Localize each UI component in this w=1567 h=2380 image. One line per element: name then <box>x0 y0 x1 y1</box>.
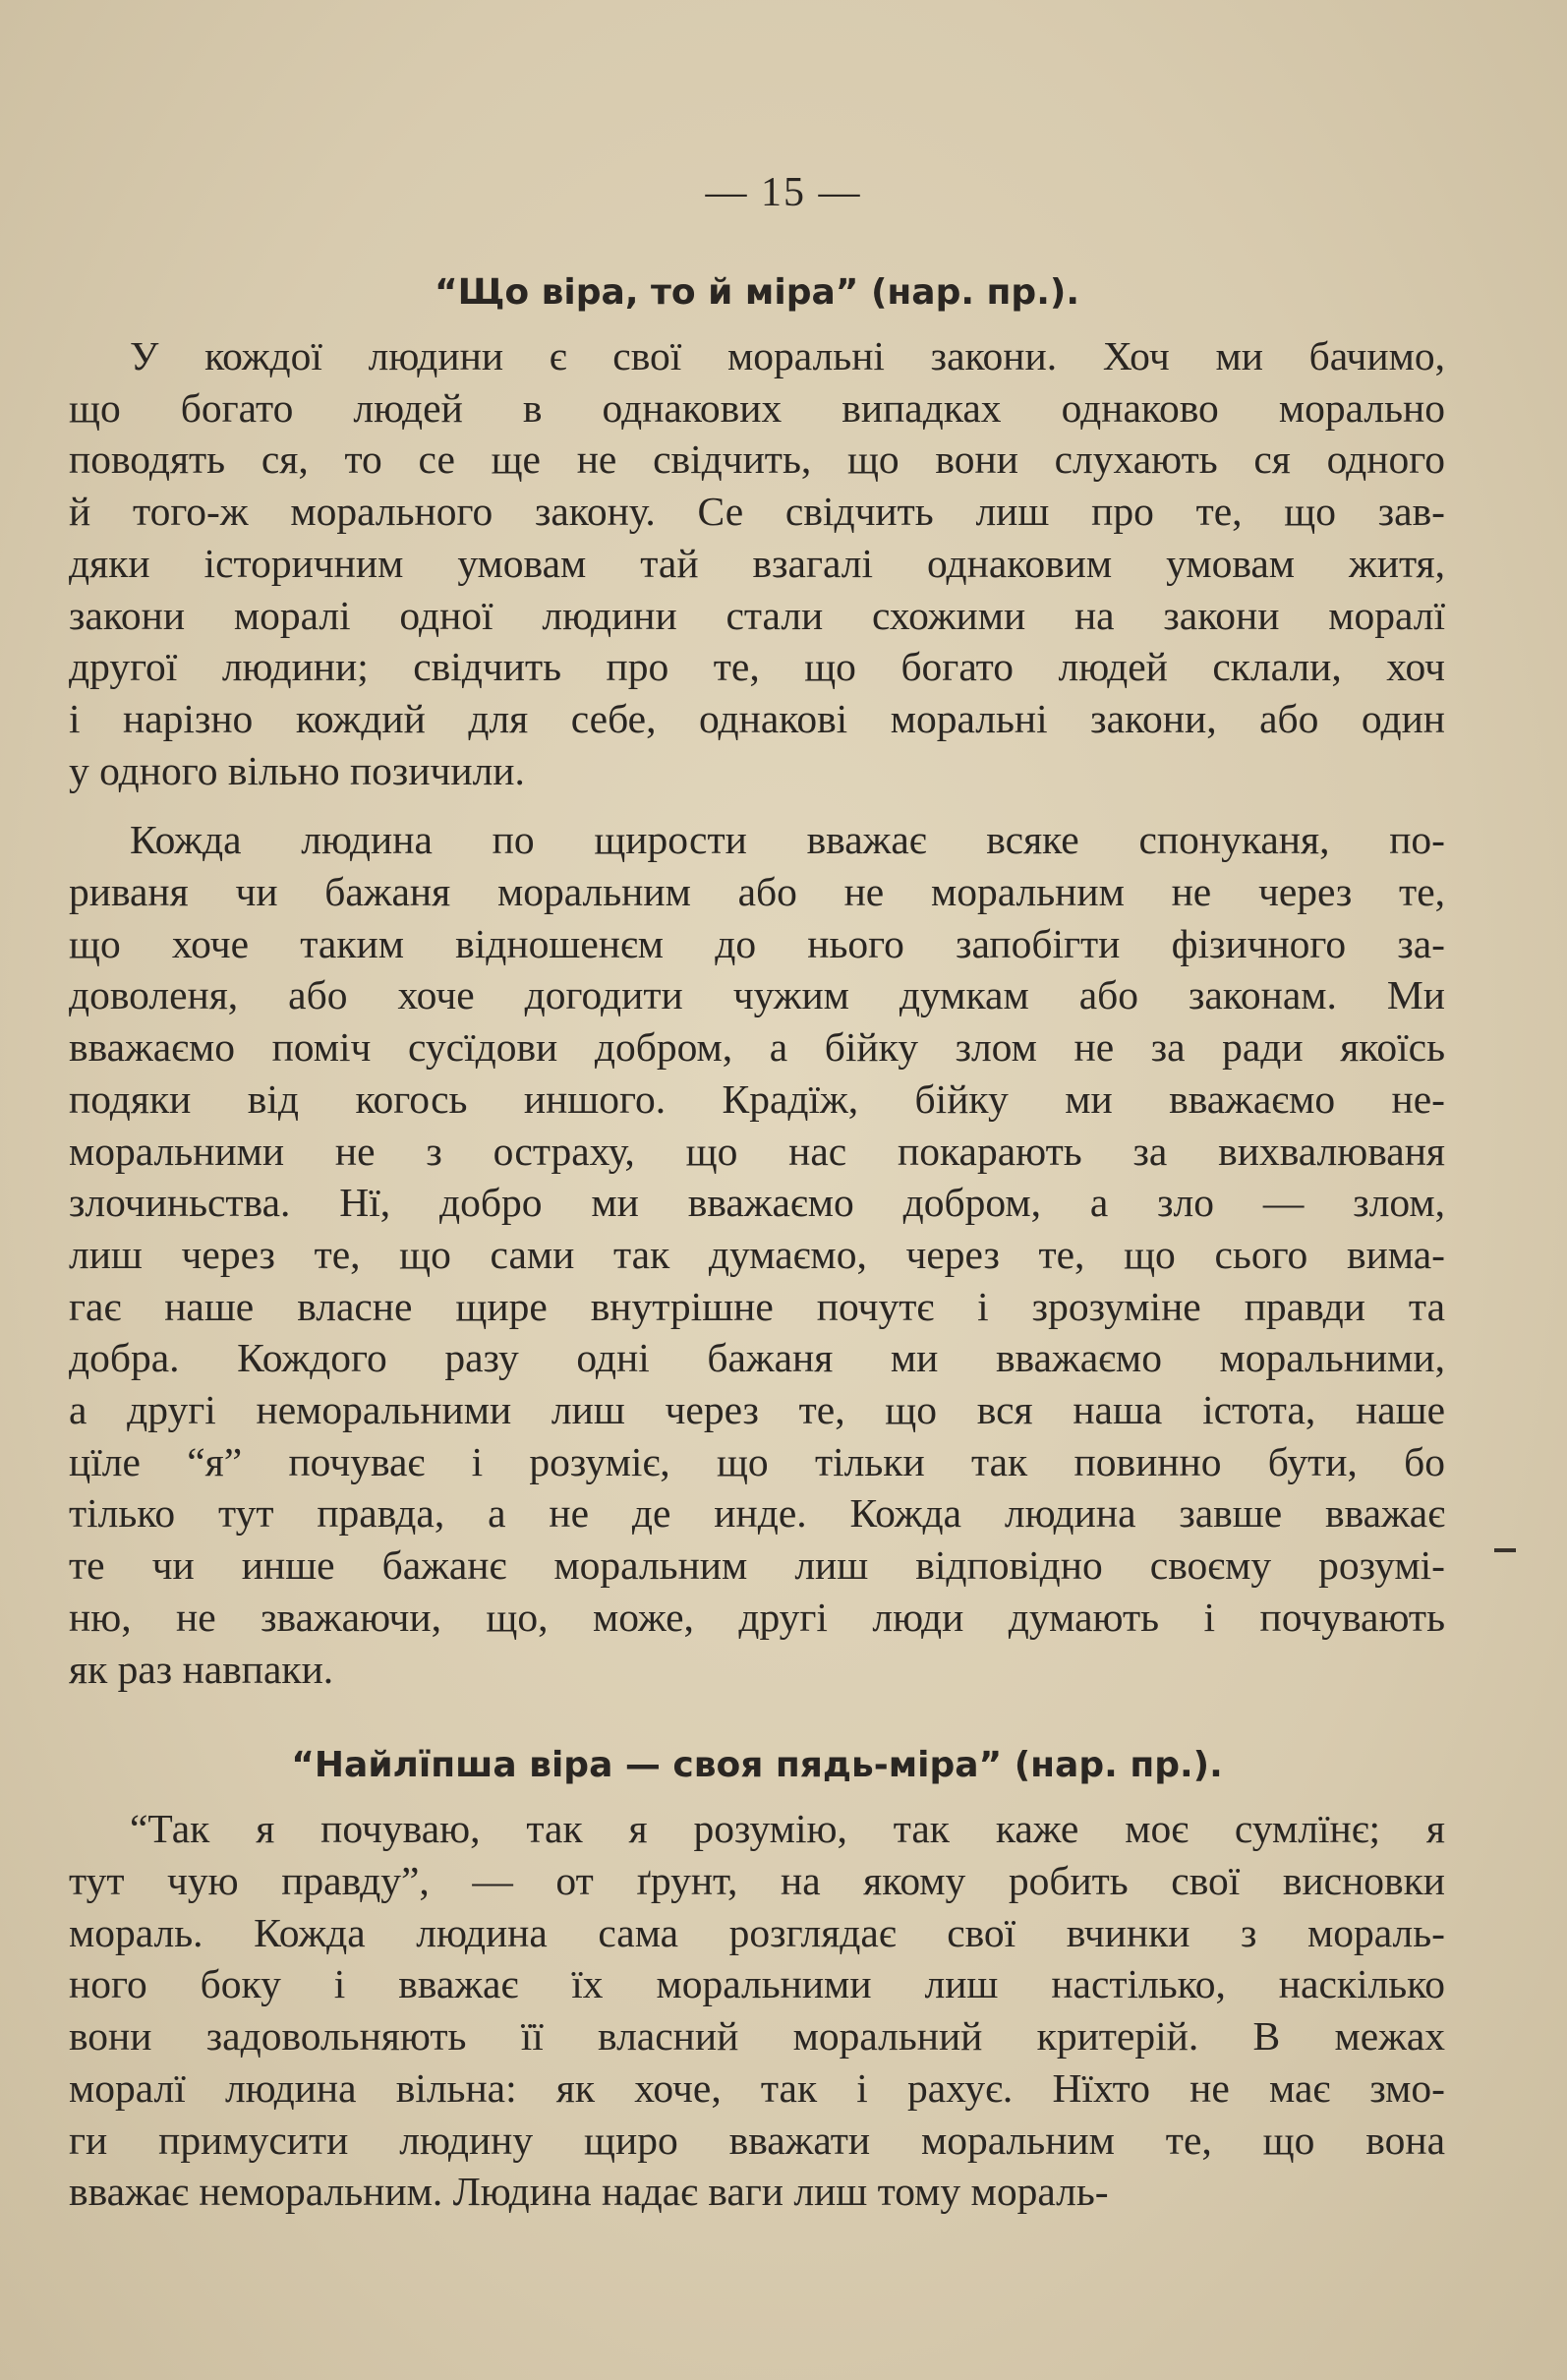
text-line: гає наше власне щире внутрішне почутє і зрозуміне правди та <box>69 1283 1445 1329</box>
text-line: що богато людей в однакових випадках однаково морально <box>69 384 1445 431</box>
text-line: добра. Кождого разу одні бажаня ми вважаємо моральними, <box>69 1335 1445 1381</box>
text-line: закони моралі одної людини стали схожими на закони моралї <box>69 592 1445 638</box>
text-line: тут чую правду”, — от ґрунт, на якому робить свої висновки <box>69 1857 1445 1903</box>
text-line: що хоче таким відношенєм до нього запобігти фізичного за- <box>69 920 1445 966</box>
text-line: а другі неморальними лиш через те, що вся наша істота, наше <box>69 1387 1445 1433</box>
text-line: ного боку і вважає їх моральними лиш настілько, наскілько <box>69 1961 1445 2007</box>
text-line: вони задовольняють її власний моральний критерій. В межах <box>69 2013 1445 2060</box>
text-line: як раз навпаки. <box>69 1646 334 1692</box>
text-line: Кожда людина по щирости вважає всяке спонуканя, по- <box>130 817 1445 863</box>
page-number: — 15 — <box>705 170 862 215</box>
paragraph <box>69 330 1445 796</box>
text-line: ги примусити людину щиро вважати моральним те, що вона <box>69 2117 1445 2163</box>
section-heading: “Найлїпша віра — своя пядь-міра” (нар. пр.). <box>291 1745 1223 1786</box>
text-line: вважаємо поміч сусїдови добром, а бійку злом не за ради якоїсь <box>69 1024 1445 1071</box>
text-line: вважає неморальним. Людина надає ваги лиш тому мораль- <box>69 2169 1109 2215</box>
text-line: у одного вільно позичили. <box>69 747 525 793</box>
text-line: “Так я почуваю, так я розумію, так каже моє сумлїнє; я <box>130 1806 1445 1852</box>
paragraph <box>69 814 1445 1695</box>
text-line: подяки від когось иншого. Крадїж, бійку ми вважаємо не- <box>69 1075 1445 1122</box>
text-line: лиш через те, що сами так думаємо, через те, що сього вима- <box>69 1231 1445 1277</box>
text-line: мораль. Кожда людина сама розглядає свої вчинки з мораль- <box>69 1909 1445 1955</box>
text-line: У кождої людини є свої моральні закони. Хоч ми бачимо, <box>130 333 1445 378</box>
text-line: цїле “я” почуває і розуміє, що тільки так повинно бути, бо <box>69 1438 1445 1484</box>
margin-mark <box>1494 1548 1516 1552</box>
text-line: те чи инше бажанє моральним лиш відповідно своєму розумі- <box>69 1542 1445 1589</box>
text-line: й того-ж морального закону. Се свідчить лиш про те, що зав- <box>69 489 1445 535</box>
paragraph <box>69 1803 1445 2218</box>
text-line: риваня чи бажаня моральним або не моральним не через те, <box>69 869 1445 915</box>
text-line: доволеня, або хоче догодити чужим думкам або законам. Ми <box>69 972 1445 1018</box>
text-line: моралї людина вільна: як хоче, так і рахує. Нїхто не має змо- <box>69 2064 1445 2111</box>
text-line: злочиньства. Нї, добро ми вважаємо добром, а зло — злом, <box>69 1180 1445 1226</box>
text-line: і нарізно кождий для себе, однакові моральні закони, або один <box>69 695 1445 741</box>
section-heading: “Що віра, то й міра” (нар. пр.). <box>435 272 1079 313</box>
text-line: дяки історичним умовам тай взагалі однаковим умовам житя, <box>69 540 1445 586</box>
paragraph-gap <box>69 796 1445 814</box>
text-line: тілько тут правда, а не де инде. Кожда людина завше вважає <box>69 1490 1445 1537</box>
text-line: ню, не зважаючи, що, може, другі люди думають і почувають <box>69 1594 1445 1640</box>
text-line: другої людини; свідчить про те, що богато людей склали, хоч <box>69 644 1445 690</box>
text-line: моральними не з остраху, що нас покарають за вихвалюваня <box>69 1128 1445 1174</box>
text-column <box>69 265 1445 2218</box>
text-line: поводять ся, то се ще не свідчить, що вони слухають ся одного <box>69 436 1445 483</box>
